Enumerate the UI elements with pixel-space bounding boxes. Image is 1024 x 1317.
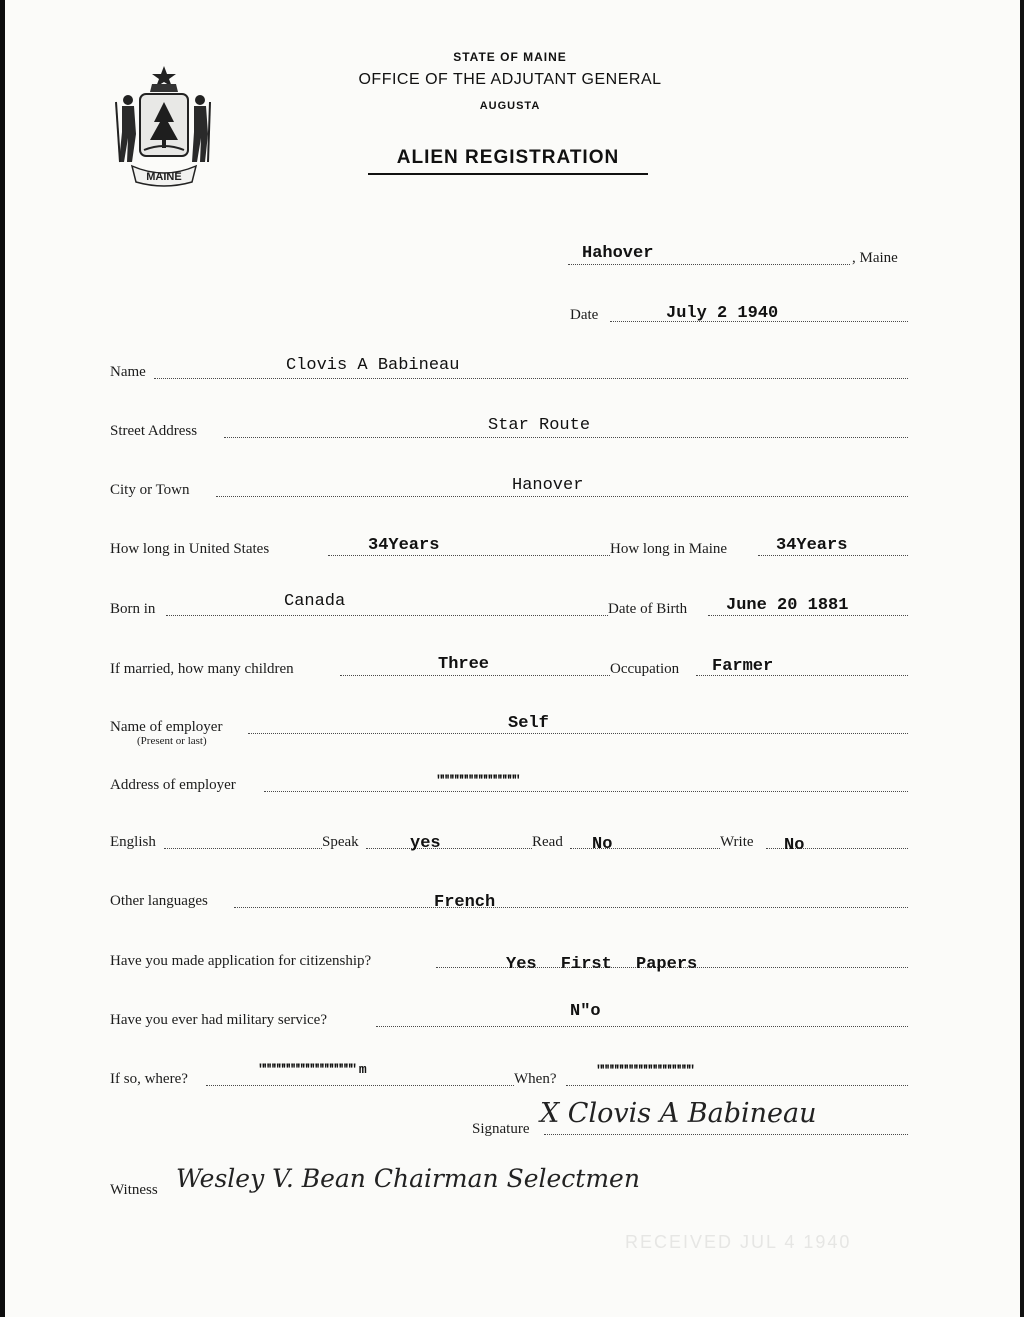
when-label: When? xyxy=(514,1071,557,1087)
occupation-label: Occupation xyxy=(610,661,680,677)
read-value: No xyxy=(592,835,613,854)
scan-edge-left xyxy=(0,0,5,1317)
name-line xyxy=(154,378,908,379)
military-label: Have you ever had military service? xyxy=(110,1012,327,1028)
years-us-value: 34Years xyxy=(368,536,440,555)
when-line xyxy=(566,1085,908,1086)
occupation-value: Farmer xyxy=(712,657,774,676)
signature-handwritten: X Clovis A Babineau xyxy=(540,1098,817,1129)
date-of-birth-line xyxy=(708,615,908,616)
town-line xyxy=(568,264,850,265)
name-value: Clovis A Babineau xyxy=(286,356,460,375)
signature-line xyxy=(544,1134,908,1135)
other-languages-label: Other languages xyxy=(110,893,208,909)
children-line xyxy=(340,675,610,676)
employer-value: Self xyxy=(508,714,549,733)
header-city: AUGUSTA xyxy=(479,100,541,112)
employer-address-value: """"""""""""""""" xyxy=(436,773,518,788)
employer-address-line xyxy=(264,791,908,792)
where-value: """""""""""""""""""" m xyxy=(258,1062,364,1077)
children-value: Three xyxy=(438,655,490,674)
witness-label: Witness xyxy=(110,1182,158,1198)
header-office: OFFICE OF THE ADJUTANT GENERAL xyxy=(358,71,662,88)
other-languages-value: French xyxy=(434,893,496,912)
citizenship-value: Yes First Papers xyxy=(506,955,698,974)
born-in-value: Canada xyxy=(284,592,346,611)
date-of-birth-label: Date of Birth xyxy=(608,601,688,617)
employer-line xyxy=(248,733,908,734)
name-label: Name xyxy=(110,364,146,380)
speak-label: Speak xyxy=(322,834,359,850)
read-label: Read xyxy=(532,834,563,850)
english-line xyxy=(164,848,322,849)
city-label: City or Town xyxy=(110,482,190,498)
street-label: Street Address xyxy=(110,423,198,439)
witness-handwritten: Wesley V. Bean Chairman Selectmen xyxy=(176,1164,640,1193)
children-label: If married, how many children xyxy=(110,661,294,677)
state-suffix-label: , Maine xyxy=(852,250,898,266)
date-label: Date xyxy=(570,307,599,323)
seal-banner-text: MAINE xyxy=(146,171,182,183)
employer-note: (Present or last) xyxy=(137,735,207,747)
years-maine-value: 34Years xyxy=(776,536,848,555)
military-line xyxy=(376,1026,908,1027)
date-value: July 2 1940 xyxy=(666,304,779,323)
maine-state-seal xyxy=(110,62,218,190)
how-long-us-label: How long in United States xyxy=(110,541,270,557)
how-long-maine-line xyxy=(758,555,908,556)
where-label: If so, where? xyxy=(110,1071,188,1087)
speak-value: yes xyxy=(410,834,441,853)
employer-label: Name of employer xyxy=(110,719,223,735)
date-of-birth-value: June 20 1881 xyxy=(726,596,849,615)
street-line xyxy=(224,437,908,438)
born-in-line xyxy=(166,615,608,616)
city-value: Hanover xyxy=(512,476,584,495)
where-line xyxy=(206,1085,514,1086)
city-line xyxy=(216,496,908,497)
write-label: Write xyxy=(720,834,754,850)
speak-line xyxy=(366,848,532,849)
write-value: No xyxy=(784,836,805,855)
born-in-label: Born in xyxy=(110,601,156,617)
header-state: STATE OF MAINE xyxy=(453,50,567,64)
english-label: English xyxy=(110,834,156,850)
when-value: """""""""""""""""""" xyxy=(596,1063,693,1078)
form-title: ALIEN REGISTRATION xyxy=(368,147,648,175)
employer-address-label: Address of employer xyxy=(110,777,236,793)
military-value: N"o xyxy=(570,1002,601,1021)
how-long-maine-label: How long in Maine xyxy=(610,541,728,557)
town-value: Hahover xyxy=(582,244,654,263)
street-value: Star Route xyxy=(488,416,591,435)
how-long-us-line xyxy=(328,555,610,556)
signature-label: Signature xyxy=(472,1121,530,1137)
received-stamp-faint: RECEIVED JUL 4 1940 xyxy=(625,1232,852,1252)
citizenship-label: Have you made application for citizenship? xyxy=(110,953,372,969)
other-languages-line xyxy=(234,907,908,908)
scan-edge-right xyxy=(1020,0,1024,1317)
